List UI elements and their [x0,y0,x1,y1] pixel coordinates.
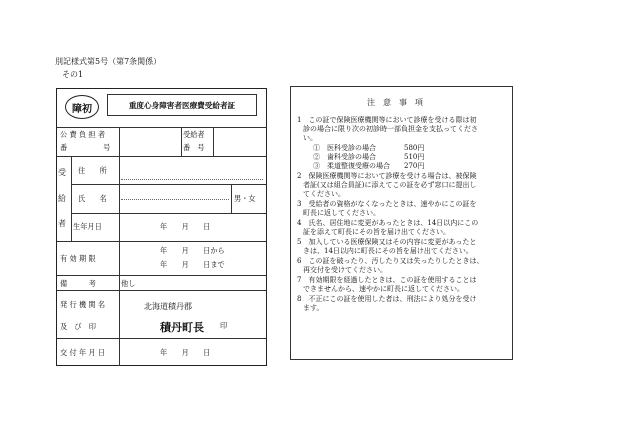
row-divider [71,184,266,185]
birth-date-label: 生年月日 [73,222,102,231]
payer-number-label: 公 費 負 担 者 [60,130,106,139]
issue-date-label: 交 付 年 月 日 [60,348,106,357]
notice-line: 2 保険医療機関等において診療を受ける場合は、被保険 [297,172,477,180]
row-divider [57,127,266,128]
address-label: 住 所 [78,166,107,175]
notice-line: ② 歯科受診の場合 510円 [313,153,425,161]
issuer-label: 発 行 機 関 名 [60,300,106,309]
payer-number-label-2: 番 号 [60,143,111,152]
seal-stamp: 障初 [65,95,99,119]
recipient-number-label: 受給者 [183,130,205,139]
col-divider [231,184,232,213]
row-divider [57,290,266,291]
row-divider [57,275,266,276]
recipient-side-label: 給 [58,194,66,203]
notice-line: 診の場合に限り次の初診時一部負担金を支払ってくださ [303,125,478,133]
notice-line: 再交付を受けてください。 [303,266,387,274]
card-title: 重度心身障害者医療費受給者証 [107,94,257,116]
row-divider [57,156,266,157]
notice-box [290,86,513,360]
col-divider [181,127,182,156]
recipient-side-label: 者 [58,219,66,228]
form-sub-reference: その1 [62,70,84,79]
issuer-label-2: 及 び 印 [60,322,96,331]
row-divider [57,338,266,339]
notice-line: 町長に返してください。 [303,209,380,217]
notice-line: 4 氏名、居住地に変更があったときは、14日以内にこの [297,219,479,227]
col-divider [213,127,214,156]
validity-label: 有 効 期 限 [60,254,96,263]
issue-date-value: 年 月 日 [160,348,211,357]
validity-from: 年 月 日から [160,246,225,255]
notice-line: ③ 柔道整復受療の場合 270円 [313,162,425,170]
notice-line: できませんから、速やかに町長に返してください。 [303,285,464,293]
validity-to: 年 月 日まで [160,260,225,269]
recipient-number-label-2: 番 号 [183,143,205,152]
name-label: 氏 名 [78,194,107,203]
col-divider [119,127,120,366]
notice-line: きは、14日以内に町長にその旨を届け出てください。 [303,247,473,255]
col-divider [71,156,72,241]
notice-title: 注 意 事 項 [367,98,423,107]
notice-line: 8 不正にこの証を使用した者は、刑法により処分を受け [297,295,477,303]
issuer-county: 北海道積丹郡 [144,302,192,311]
notice-line: ます。 [303,304,324,312]
recipient-side-label: 受 [58,168,66,177]
notice-line: 証を添えて町長にその旨を届け出てください。 [303,228,450,236]
remarks-label: 備 考 [60,279,96,288]
row-divider [71,213,266,214]
issuer-seal-mark: 印 [220,321,228,330]
issuer-name: 積丹町長 [160,321,204,334]
notice-line: い。 [303,134,317,142]
birth-date-value: 年 月 日 [160,222,211,231]
notice-line: 3 受給者の資格がなくなったときは、速やかにこの証を [297,200,477,208]
notice-line: 7 有効期限を経過したときは、この証を使用することは [297,276,477,284]
row-divider [57,241,266,242]
name-guide [121,199,229,200]
sex-field: 男・女 [234,194,256,203]
notice-line: 5 加入している医療保険又はその内容に変更があったと [297,238,477,246]
notice-line: てください。 [303,190,345,198]
notice-line: 者証(又は組合員証)に添えてこの証を必ず窓口に提出し [303,181,477,189]
notice-line: ① 医科受診の場合 580円 [313,144,425,152]
address-guide [121,179,263,180]
remarks-value: 他し [121,279,136,288]
notice-line: 6 この証を破ったり、汚したり又は失ったりしたときは、 [297,257,484,265]
form-reference: 別記様式第5号（第7条関係） [55,57,162,66]
notice-line: 1 この証で保険医療機関等において診療を受ける際は初 [297,116,477,124]
